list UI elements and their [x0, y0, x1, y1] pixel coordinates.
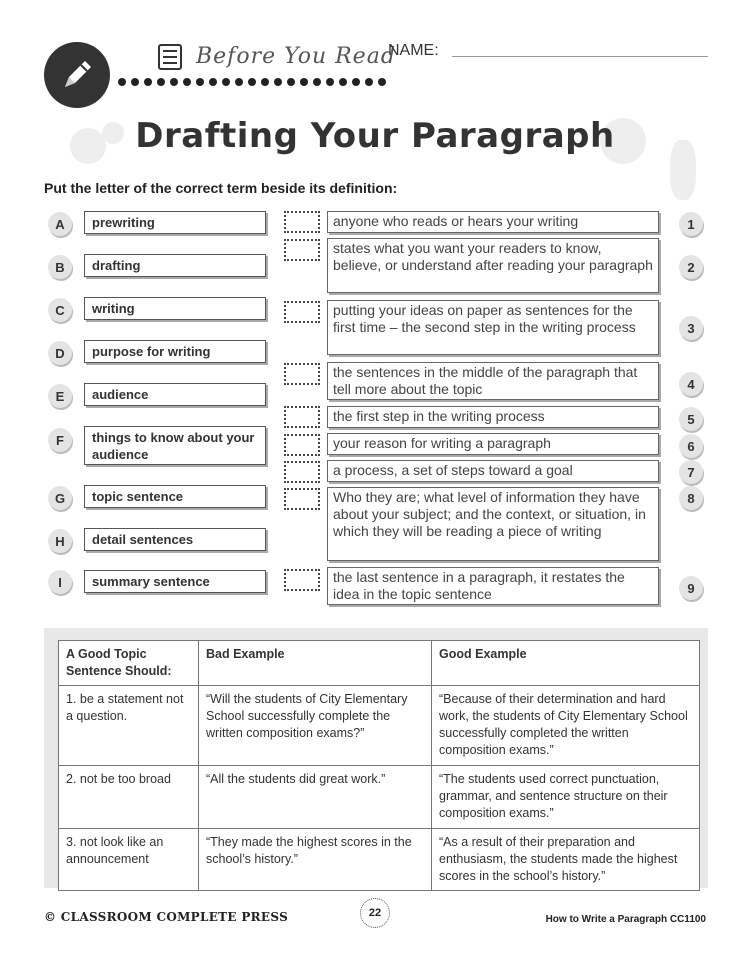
topic-sentence-table	[58, 640, 700, 891]
definition-number: 9	[679, 576, 703, 600]
term-box: audience	[84, 383, 266, 406]
term-box: topic sentence	[84, 485, 266, 508]
definition-number: 6	[679, 434, 703, 458]
page-number: 22	[360, 898, 390, 928]
term-box: prewriting	[84, 211, 266, 234]
answer-box[interactable]	[284, 301, 320, 323]
definition-box: putting your ideas on paper as sentences for the first time – the second step in the writing process	[327, 300, 659, 355]
definition-number: 1	[679, 212, 703, 236]
term-letter: D	[48, 341, 72, 365]
table-header-row	[59, 641, 700, 686]
definition-box: the first step in the writing process	[327, 406, 659, 428]
table-row	[59, 686, 700, 766]
definition-box: Who they are; what level of information they have about your subject; and the context, or situation, in which they will be reading a piece of writing	[327, 487, 659, 561]
table-cell: 3. not look like an announcement	[59, 829, 199, 891]
pencil-badge	[44, 42, 110, 108]
definition-box: the last sentence in a paragraph, it restates the idea in the topic sentence	[327, 567, 659, 605]
table-cell: “As a result of their preparation and enthusiasm, the students made the highest scores in the school’s history.”	[432, 829, 700, 891]
table-cell: “Will the students of City Elementary School successfully complete the written composition exams?”	[199, 686, 432, 766]
answer-box[interactable]	[284, 488, 320, 510]
table-row	[59, 766, 700, 829]
answer-box[interactable]	[284, 569, 320, 591]
section-label: Before You Read	[196, 44, 396, 69]
term-letter: A	[48, 212, 72, 236]
definition-number: 4	[679, 372, 703, 396]
table-cell: “The students used correct punctuation, grammar, and sentence structure on their composition exams.”	[432, 766, 700, 829]
table-cell: “All the students did great work.”	[199, 766, 432, 829]
term-letter: H	[48, 529, 72, 553]
definition-box: anyone who reads or hears your writing	[327, 211, 659, 233]
term-letter: G	[48, 486, 72, 510]
publisher-logo: © CLASSROOM COMPLETE PRESS	[44, 910, 289, 924]
dotted-rule	[118, 78, 386, 86]
table-row	[59, 829, 700, 891]
term-letter: I	[48, 570, 72, 594]
term-box: summary sentence	[84, 570, 266, 593]
term-box: purpose for writing	[84, 340, 266, 363]
table-cell: 2. not be too broad	[59, 766, 199, 829]
term-box: writing	[84, 297, 266, 320]
definition-number: 5	[679, 407, 703, 431]
answer-box[interactable]	[284, 461, 320, 483]
name-label: NAME:	[388, 42, 439, 59]
term-box: detail sentences	[84, 528, 266, 551]
answer-box[interactable]	[284, 239, 320, 261]
table-cell: “Because of their determination and hard work, the students of City Elementary School successfully completed the written composition exams.”	[432, 686, 700, 766]
term-box: things to know about your audience	[84, 426, 266, 465]
table-cell: “They made the highest scores in the school’s history.”	[199, 829, 432, 891]
page-title: Drafting Your Paragraph	[135, 116, 615, 156]
definition-number: 7	[679, 460, 703, 484]
definition-number: 8	[679, 486, 703, 510]
answer-box[interactable]	[284, 363, 320, 385]
answer-box[interactable]	[284, 406, 320, 428]
definition-box: states what you want your readers to know, believe, or understand after reading your paragraph	[327, 238, 659, 293]
definition-box: a process, a set of steps toward a goal	[327, 460, 659, 482]
term-letter: C	[48, 298, 72, 322]
instructions: Put the letter of the correct term beside its definition:	[44, 180, 398, 196]
pencil-icon	[57, 55, 97, 95]
term-box: drafting	[84, 254, 266, 277]
term-letter: E	[48, 384, 72, 408]
table-header: Good Example	[432, 641, 700, 686]
definition-box: your reason for writing a paragraph	[327, 433, 659, 455]
book-code: How to Write a Paragraph CC1100	[545, 914, 706, 925]
table-cell: 1. be a statement not a question.	[59, 686, 199, 766]
book-icon	[158, 44, 182, 70]
definition-number: 3	[679, 316, 703, 340]
term-letter: B	[48, 255, 72, 279]
name-input-line[interactable]	[452, 56, 708, 57]
answer-box[interactable]	[284, 211, 320, 233]
term-letter: F	[48, 428, 72, 452]
table-header: Bad Example	[199, 641, 432, 686]
answer-box[interactable]	[284, 434, 320, 456]
definition-number: 2	[679, 255, 703, 279]
definition-box: the sentences in the middle of the paragraph that tell more about the topic	[327, 362, 659, 400]
table-header: A Good Topic Sentence Should:	[59, 641, 199, 686]
